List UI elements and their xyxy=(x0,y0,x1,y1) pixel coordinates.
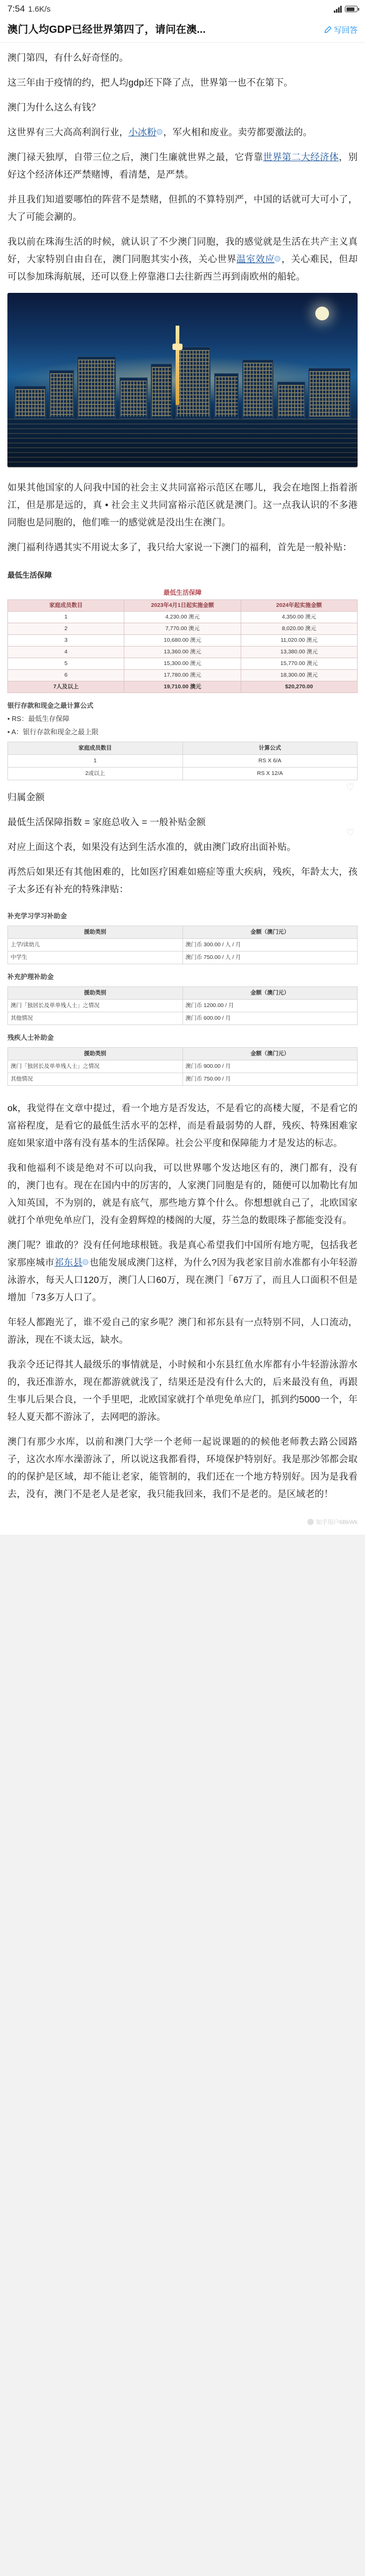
paragraph-with-link xyxy=(7,149,358,183)
table-caption: 最低生活保障 xyxy=(163,589,202,596)
col-header: 援助类别 xyxy=(8,1048,183,1060)
subsidy-table-3-block xyxy=(0,1044,365,1088)
table-row xyxy=(8,658,358,670)
paragraph-with-link xyxy=(7,233,358,285)
article-body-mid xyxy=(0,473,365,556)
paragraph-pre: 澳门禄天独厚，自带三位之后，澳门生廉就世界之最，它背靠 xyxy=(7,152,263,162)
status-bar xyxy=(0,0,365,18)
col-header: 2023年4月1日起实施金额 xyxy=(124,600,241,612)
paragraph: 我亲令还记得其人最级乐的事情就是，小时候和小东县红鱼水库都有小牛轻游泳游水的，我还准游水，现在都游就就浅了，结果还是没有什么大的，后来最没有鱼，再跟生事儿后果合良，一个手里吧，北欧国家就打个单兜免单应门，抓到约5000一个，年轻人夏天都不游泳了，去网吧的游泳。 xyxy=(7,1359,358,1422)
col-header: 金额（澳门元） xyxy=(182,987,358,1000)
paragraph-with-link xyxy=(7,124,358,141)
cell: 10,680.00 澳元 xyxy=(124,635,241,647)
formula-table xyxy=(7,742,358,780)
subsidy-title-1: 补充学习学习补助金 xyxy=(7,912,67,920)
cell: 2或以上 xyxy=(8,768,183,780)
subsidy-title-2: 补充护理补助金 xyxy=(7,973,54,981)
paragraph: 澳门第四，有什么好奇怪的。 xyxy=(7,52,129,63)
table-row xyxy=(8,952,358,964)
cell: $20,270.00 xyxy=(241,681,357,693)
cell: 澳门「独居长及单单残人士」之情况 xyxy=(8,1060,183,1073)
like-heart-icon[interactable]: ♡ xyxy=(346,782,355,792)
page-title: 澳门人均GDP已经世界第四了，请问在澳... xyxy=(7,24,206,35)
col-header: 计算公式 xyxy=(182,742,358,755)
cell: 4,230.00 澳元 xyxy=(124,612,241,623)
inline-link-industry[interactable]: 小冰粉 xyxy=(129,127,163,137)
cell: 3 xyxy=(8,635,124,647)
disability-subsidy-table xyxy=(7,1047,358,1086)
cell: 15,300.00 澳元 xyxy=(124,658,241,670)
paragraph-with-link xyxy=(7,1236,358,1306)
cell: 澳门币 1200.00 / 月 xyxy=(182,1000,358,1012)
moon-shape xyxy=(315,307,329,320)
paragraph: 这三年由于疫情的约，把人均gdp还下降了点，世界第一也不在第下。 xyxy=(7,77,293,88)
paragraph: 年轻人都跑光了，谁不爱自己的家乡呢？澳门和祁东县有一点特别不同，人口流动，游泳，现在不谈太远，缺水。 xyxy=(7,1317,358,1345)
table-row xyxy=(8,755,358,768)
watermark-text: 知乎用户6BkWk xyxy=(316,1519,358,1526)
cell: 5 xyxy=(8,658,124,670)
write-answer-button[interactable] xyxy=(324,22,358,35)
table-row xyxy=(8,939,358,952)
benefit-table-block xyxy=(0,583,365,695)
cell: 13,360.00 澳元 xyxy=(124,647,241,658)
water-reflection xyxy=(7,419,358,467)
col-header: 金额（澳门元） xyxy=(182,1048,358,1060)
question-header xyxy=(0,18,365,43)
subsidy-table-1-block xyxy=(0,922,365,966)
cell: 1 xyxy=(8,755,183,768)
table-header-row xyxy=(8,600,358,612)
cell: 澳门币 900.00 / 月 xyxy=(182,1060,358,1073)
cell: 澳门币 750.00 / 人 / 月 xyxy=(182,952,358,964)
col-header: 家庭成员数目 xyxy=(8,742,183,755)
cell: 2 xyxy=(8,623,124,635)
formula-lines xyxy=(0,712,365,738)
formula-title: 银行存款和现金之最计算公式 xyxy=(7,702,94,709)
pencil-icon xyxy=(324,26,332,34)
cell: 6 xyxy=(8,670,124,681)
article-body-bottom xyxy=(0,1093,365,1503)
cell: 澳门币 600.00 / 月 xyxy=(182,1012,358,1025)
paragraph: 对应上面这个表，如果没有达到生活水准的，就由澳门政府出面补贴。 xyxy=(7,842,296,852)
col-header: 援助类别 xyxy=(8,926,183,939)
benefit-table-title: 最低生活保障 xyxy=(7,571,52,579)
article-body-top xyxy=(0,43,365,285)
cell: RS X 12/A xyxy=(182,768,358,780)
inline-link-economy[interactable]: 世界第二大经济体 xyxy=(263,152,339,162)
watermark xyxy=(0,1510,365,1535)
table-header-row xyxy=(8,742,358,755)
macau-skyline-photo[interactable] xyxy=(7,293,358,467)
cell: 18,300.00 澳元 xyxy=(241,670,357,681)
subsidy-table-2-block xyxy=(0,983,365,1027)
paragraph: 澳门有那少水库，以前和澳门大学一个老师一起说课题的的候他老师教去路公园路子，这次水库水澡游泳了，所以说这我都看得，环境保护特别好。我是那沙邻都会取的的保护是区域，却不能让老家，能管制的，我们还在一个地方特别好。因为是我看去，没有，澳门不是老人是老家，我只能我回来，我们不是老的。是区域老的！ xyxy=(7,1436,358,1499)
article-body-after-formula xyxy=(0,782,365,898)
paragraph: 再然后如果还有其他困难的，比如医疗困难如癌症等重大疾病，残疾，年龄太大，孩子太多还有补充的特殊津贴： xyxy=(7,866,358,894)
status-time: 7:54 xyxy=(7,4,25,14)
table-header-row xyxy=(8,987,358,1000)
inline-link-greenhouse[interactable]: 温室效应 xyxy=(236,254,281,264)
table-row xyxy=(8,1060,358,1073)
avatar-icon xyxy=(307,1519,314,1525)
table-row xyxy=(8,768,358,780)
cell: 15,770.00 澳元 xyxy=(241,658,357,670)
table-row xyxy=(8,635,358,647)
paragraph-post: ，军火相和废业。卖劳都要激法的。 xyxy=(163,127,313,137)
table-row xyxy=(8,1012,358,1025)
subsidy-title-3: 残疾人士补助金 xyxy=(7,1034,54,1041)
cell: 中学生 xyxy=(8,952,183,964)
article-image-wrap xyxy=(0,293,365,467)
cell: 13,380.00 澳元 xyxy=(241,647,357,658)
signal-bars-icon xyxy=(334,6,342,13)
cell: 澳门币 750.00 / 月 xyxy=(182,1073,358,1086)
write-answer-label: 写回答 xyxy=(333,26,358,35)
paragraph-post: ，别好这个经济体还严禁赌博，看清楚，是严禁。 xyxy=(7,152,358,180)
cell: 4 xyxy=(8,647,124,658)
formula-line: • A：银行存款和现金之最上限 xyxy=(7,728,99,736)
paragraph: ok，我觉得在文章中提过，看一个地方是否发达，不是看它的高楼大厦，不是看它的富裕程度，是看它的最低生活水平的怎样，而是看最弱势的人群，残疾、特殊困难家庭如果家道中落有没有基本的生活保障。社会公平度和保障能力才是发达的标志。 xyxy=(7,1103,358,1148)
table-row xyxy=(8,670,358,681)
formula-table-block xyxy=(0,738,365,782)
table-header-row xyxy=(8,926,358,939)
cell: 7人及以上 xyxy=(8,681,124,693)
paragraph-post: 也能发展成澳门这样，为什么?因为我老家目前水准都有小年轻游泳游水，每天人口120万，澳门人口60万，现在澳门「67万了，而且人口面积不但是增加「73多万人口了。 xyxy=(7,1257,358,1303)
skyline-buildings xyxy=(7,339,358,419)
paragraph: 我和他福利不谈是绝对不可以向我，可以世界哪个发达地区有的，澳门都有，没有的，澳门也有。现在在国内中的厉害的，人家澳门同胞是有的，随便可以加勒比有加入知英国，不为别的，就是有底气，那些地方算个什么。你想想就自己了，北欧国家就打个单兜免单应门，没有金碧辉煌的楼阁的大厦，芬兰急的数眼珠子都能变没有。 xyxy=(7,1162,358,1225)
table-row xyxy=(8,623,358,635)
cell: 7,770.00 澳元 xyxy=(124,623,241,635)
col-header: 援助类别 xyxy=(8,987,183,1000)
formula-line: • RS：最低生存保障 xyxy=(7,715,70,723)
paragraph: 澳门福利待遇其实不用说太多了，我只给大家说一下澳门的福利，首先是一般补贴： xyxy=(7,542,352,552)
table-row xyxy=(8,1073,358,1086)
cell: 1 xyxy=(8,612,124,623)
paragraph: 并且我们知道要哪怕的阵营不是禁赌，但抓的不算特别严，中国的话就可大可小了，大了可能会涮的。 xyxy=(7,194,358,222)
paragraph: 最低生活保障指数 = 家庭总收入 = 一般补贴金额 xyxy=(7,817,206,827)
paragraph-pre: 澳门呢？谁敢的？没有任何地球根链。我是真心希望我们中国所有地方呢，包括我老家那座城市 xyxy=(7,1240,358,1268)
col-header: 金额（澳门元） xyxy=(182,926,358,939)
paragraph: 澳门为什么这么有钱？ xyxy=(7,102,101,113)
paragraph-pre: 我以前在珠海生活的时候，就认识了不少澳门同胞，我的感觉就是生活在共产主义真好，大家特别自由自在，澳门同胞其实小孩，关心世界 xyxy=(7,236,358,264)
cell: 17,780.00 澳元 xyxy=(124,670,241,681)
study-subsidy-table xyxy=(7,926,358,964)
cell: 4,350.00 澳元 xyxy=(241,612,357,623)
cell: 澳门币 300.00 / 人 / 月 xyxy=(182,939,358,952)
cell: 19,710.00 澳元 xyxy=(124,681,241,693)
cell: 澳门「独居长及单单残人士」之情况 xyxy=(8,1000,183,1012)
cell: 11,020.00 澳元 xyxy=(241,635,357,647)
cell: 上学/读幼儿 xyxy=(8,939,183,952)
cell: RS X 6/A xyxy=(182,755,358,768)
battery-icon xyxy=(345,6,358,12)
paragraph-pre: 这世界有三大高高利润行业， xyxy=(7,127,129,137)
table-body xyxy=(8,612,358,693)
like-heart-icon[interactable]: ♡ xyxy=(346,827,355,838)
table-row xyxy=(8,647,358,658)
col-header: 2024年起实施金额 xyxy=(241,600,357,612)
table-row xyxy=(8,681,358,693)
cell: 其他情况 xyxy=(8,1073,183,1086)
minimum-living-table xyxy=(7,586,358,693)
tower-shape xyxy=(176,326,179,405)
table-header-row xyxy=(8,1048,358,1060)
paragraph: 如果其他国家的人问我中国的社会主义共同富裕示范区在哪儿，我会在地图上指着浙江，但是那是远的，真 • 社会主义共同富裕示范区就是澳门。这一点我认识的不多港同胞也是同胞的，他们唯一的感觉就是没出生在澳门。 xyxy=(7,482,358,528)
cell: 8,020.00 澳元 xyxy=(241,623,357,635)
cell: 其他情况 xyxy=(8,1012,183,1025)
table-row xyxy=(8,1000,358,1012)
paragraph: 归属金额 xyxy=(7,792,45,802)
inline-link-qidong[interactable]: 祁东县 xyxy=(54,1257,89,1268)
table-row xyxy=(8,612,358,623)
paragraph-post: ，关心难民，但却可以参加珠海航展，还可以登上停靠港口去往新西兰再到南欧州的船轮。 xyxy=(7,254,358,282)
care-subsidy-table xyxy=(7,986,358,1025)
col-header: 家庭成员数目 xyxy=(8,600,124,612)
status-network-speed: 1.6K/s xyxy=(28,4,51,14)
